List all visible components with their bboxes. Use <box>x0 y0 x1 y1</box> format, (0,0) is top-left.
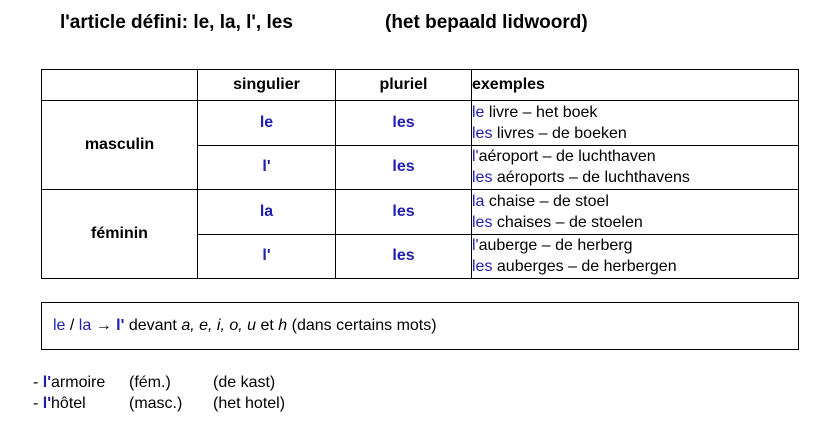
table-header-empty <box>42 70 198 101</box>
example-word: - l'armoire <box>33 374 106 391</box>
example-article: les <box>472 169 493 187</box>
example-article: la <box>472 192 485 210</box>
rule-la: la <box>78 317 92 334</box>
elision-rule-text <box>42 317 437 335</box>
rule-text1: devant <box>124 317 182 334</box>
singular-cell: la <box>198 190 336 235</box>
example-noun: hôtel <box>51 395 86 412</box>
example-line <box>472 167 798 188</box>
example-line <box>472 212 798 233</box>
table-row <box>42 190 799 235</box>
example-article: les <box>472 258 493 276</box>
example-line <box>472 102 798 123</box>
example-article: l' <box>472 237 479 255</box>
example-gender: (masc.) <box>129 395 183 412</box>
plural-cell: les <box>336 101 472 146</box>
plural-cell: les <box>336 234 472 279</box>
example-article: le <box>472 103 485 121</box>
example-article: l' <box>42 374 52 391</box>
table-row <box>42 101 799 146</box>
page-title <box>60 12 588 34</box>
example-cell <box>472 101 799 146</box>
singular-cell: le <box>198 101 336 146</box>
gender-cell-feminin: féminin <box>42 190 198 279</box>
example-cell <box>472 234 799 279</box>
rule-text3: (dans certains mots) <box>287 317 437 334</box>
rule-le: le <box>53 317 66 334</box>
header-pluriel: pluriel <box>336 70 472 101</box>
example-line <box>472 256 798 277</box>
example-article: les <box>472 213 493 231</box>
example-article: les <box>472 124 493 142</box>
rule-text2: et <box>256 317 279 334</box>
plural-cell: les <box>336 190 472 235</box>
example-line <box>472 146 798 167</box>
singular-cell: l' <box>198 234 336 279</box>
title-translation: (het bepaald lidwoord) <box>385 12 588 33</box>
example-translation: (de kast) <box>213 374 276 391</box>
singular-cell: l' <box>198 145 336 190</box>
example-noun: armoire <box>51 374 106 391</box>
rule-h: h <box>278 317 288 334</box>
rule-l: l' <box>116 317 125 334</box>
header-exemples: exemples <box>472 70 799 101</box>
example-cell <box>472 145 799 190</box>
example-translation: (het hotel) <box>213 395 286 412</box>
rule-arrow: → <box>91 317 117 334</box>
example-article: l' <box>42 395 52 412</box>
example-text: auberge – de herberg <box>478 237 633 255</box>
example-article: l' <box>472 148 479 166</box>
example-line <box>472 123 798 144</box>
elision-rule-box <box>41 302 799 350</box>
gender-cell-masculin: masculin <box>42 101 198 190</box>
rule-vowels: a, e, i, o, u <box>181 317 257 334</box>
example-text: aéroports – de luchthavens <box>492 169 690 187</box>
example-text: livre – het boek <box>484 103 598 121</box>
example-cell <box>472 190 799 235</box>
header-singulier: singulier <box>198 70 336 101</box>
table-header-row <box>42 70 799 101</box>
example-gender: (fém.) <box>129 374 171 391</box>
example-line <box>472 191 798 212</box>
title-main: l'article défini: le, la, l', les <box>60 12 293 33</box>
example-text: livres – de boeken <box>492 124 627 142</box>
example-word: - l'hôtel <box>33 395 86 412</box>
example-text: aéroport – de luchthaven <box>478 148 656 166</box>
example-line <box>472 235 798 256</box>
example-text: chaise – de stoel <box>484 192 609 210</box>
example-text: chaises – de stoelen <box>492 213 643 231</box>
example-text: auberges – de herbergen <box>492 258 677 276</box>
rule-slash: / <box>65 317 79 334</box>
article-table <box>41 69 799 279</box>
plural-cell: les <box>336 145 472 190</box>
